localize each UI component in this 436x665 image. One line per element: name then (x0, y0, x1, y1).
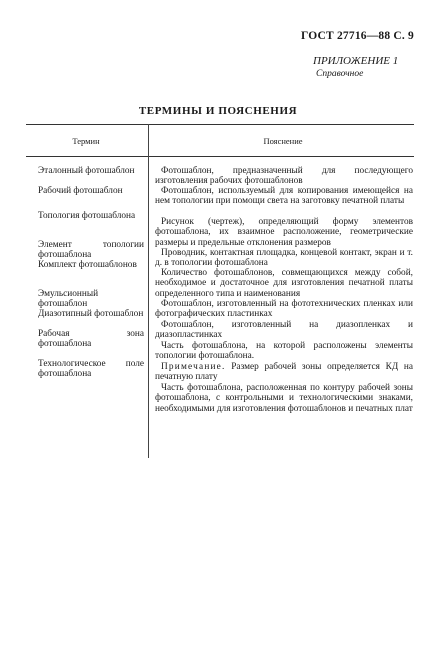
definition-reference-photomask: Фотошаблон, предназначенный для последующего изготовления рабочих фотошаблонов (155, 166, 413, 187)
term-reference-photomask: Эталонный фотошаблон (38, 166, 135, 176)
definition-working-zone-note (155, 362, 413, 383)
term-photomask-topology: Топология фотошаблона (38, 211, 136, 221)
definition-photomask-set: Количество фотошаблонов, совмещающихся между собой, необходимое и достаточное для изготовления печатной платы определенного типа и наименования (155, 268, 413, 299)
term-topology-element: Элемент топологии фотошаблона (38, 240, 144, 261)
definition-photomask-topology: Рисунок (чертеж), определяющий форму элементов фотошаблона, их взаимное расположение, геометрические размеры и предельные отклонения размеров (155, 217, 413, 248)
definition-working-zone: Часть фотошаблона, на которой расположены элементы топологии фотошаблона. (155, 341, 413, 362)
section-title: ТЕРМИНЫ И ПОЯСНЕНИЯ (138, 105, 298, 117)
definition-topology-element: Проводник, контактная площадка, концевой контакт, экран и т. д. в топологии фотошаблона (155, 248, 413, 269)
appendix-label: ПРИЛОЖЕНИЕ 1 (313, 55, 399, 67)
column-header-term: Термин (72, 136, 100, 146)
note-text: Размер рабочей зоны определяется КД на печатную плату (155, 362, 413, 383)
column-header-definition: Пояснение (263, 136, 303, 146)
term-working-zone: Рабочая зона фотошаблона (38, 329, 144, 350)
document-code-header: ГОСТ 27716—88 С. 9 (301, 30, 414, 42)
table-column-divider (148, 124, 149, 458)
table-top-rule (26, 124, 414, 125)
definition-technological-field: Часть фотошаблона, расположенная по контуру рабочей зоны фотошаблона, с контрольными и технологическими знаками, необходимыми для изготовления фотошаблонов и печатных плат (155, 383, 413, 414)
definition-diazo-photomask: Фотошаблон, изготовленный на диазопленках и диазопластинках (155, 320, 413, 341)
term-photomask-set: Комплект фотошаблонов (38, 260, 137, 270)
definition-emulsion-photomask: Фотошаблон, изготовленный на фототехнических пленках или фотографических пластинках (155, 299, 413, 320)
term-technological-field: Технологическое поле фотошаблона (38, 359, 144, 380)
note-label: Примечание. (161, 362, 226, 372)
term-diazo-photomask: Диазотипный фотошаблон (38, 309, 144, 319)
table-header-rule (26, 156, 414, 157)
definition-working-photomask: Фотошаблон, используемый для копирования имеющейся на нем топологии при помощи света на заготовку печатной платы (155, 186, 413, 207)
term-working-photomask: Рабочий фотошаблон (38, 186, 123, 196)
appendix-note: Справочное (316, 69, 364, 79)
term-emulsion-photomask: Эмульсионный фотошаблон (38, 289, 99, 310)
